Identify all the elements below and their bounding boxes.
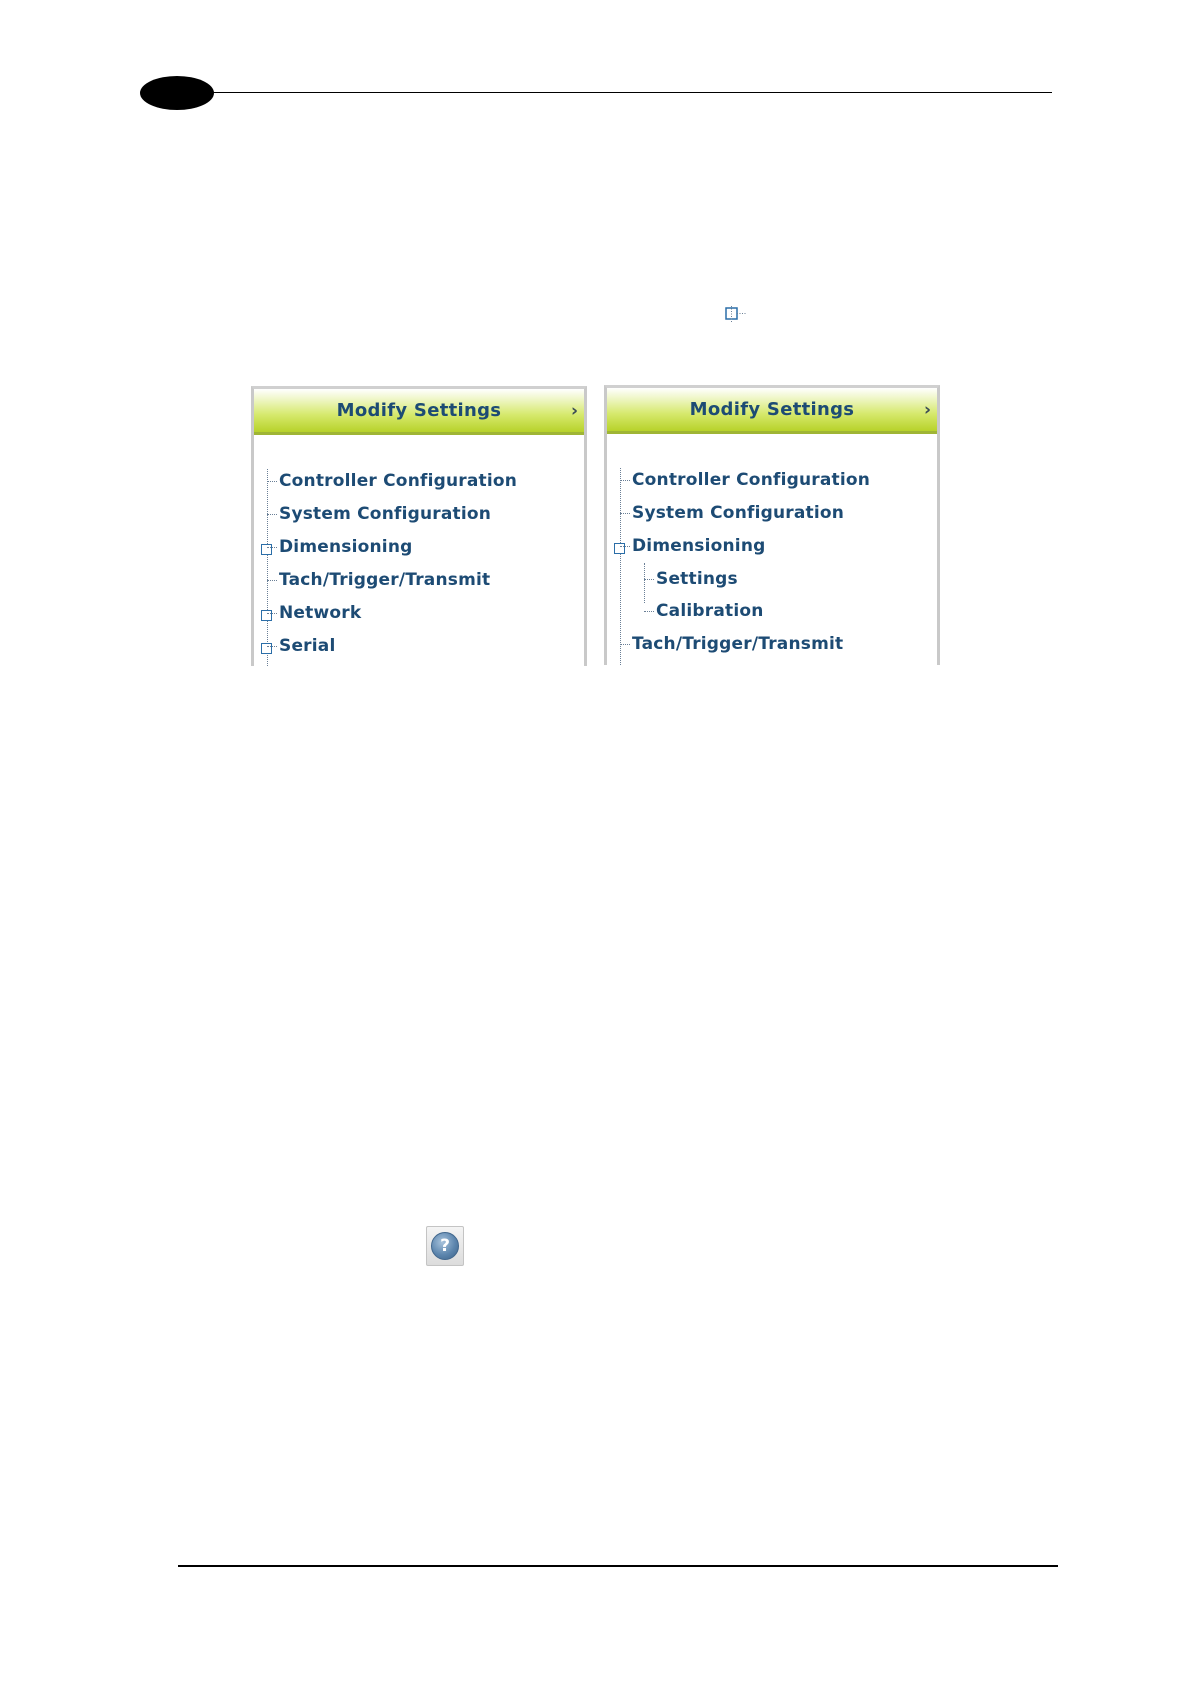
tree-item-label: Calibration (656, 601, 764, 621)
tree-item-dimensioning[interactable] (267, 535, 413, 559)
tree-item-label: System Configuration (279, 504, 492, 524)
tree-item-tach-trigger-transmit[interactable] (620, 632, 843, 656)
tree-item-controller-configuration[interactable] (267, 469, 517, 493)
tree-item-label: Tach/Trigger/Transmit (279, 570, 491, 590)
settings-tree (607, 434, 937, 665)
tree-item-network[interactable] (267, 601, 361, 625)
tree-item-calibration[interactable] (644, 599, 764, 623)
tree-item-label: Dimensioning (279, 537, 413, 557)
chevron-right-icon: › (570, 401, 578, 421)
modify-settings-header[interactable] (607, 388, 937, 434)
modify-settings-header[interactable] (254, 389, 584, 435)
tree-item-label: System Configuration (632, 503, 845, 523)
footer-rule (178, 1565, 1058, 1567)
chapter-tab-marker (140, 76, 214, 110)
help-button[interactable] (426, 1226, 464, 1266)
tree-item-label: Controller Configuration (279, 471, 518, 491)
tree-item-dimensioning[interactable] (620, 534, 766, 558)
tree-item-label: Tach/Trigger/Transmit (632, 634, 844, 654)
tree-item-controller-configuration[interactable] (620, 468, 870, 492)
tree-item-label: Controller Configuration (632, 470, 871, 490)
tree-item-label: Dimensioning (632, 536, 766, 556)
modify-settings-panel-expanded (604, 385, 940, 665)
panel-title: Modify Settings (336, 400, 502, 421)
chevron-right-icon: › (923, 400, 931, 420)
panel-title: Modify Settings (689, 399, 855, 420)
tree-item-label: Network (279, 603, 362, 623)
help-icon: ? (431, 1232, 459, 1260)
tree-item-label: Serial (279, 636, 336, 656)
tree-node-icon (725, 306, 747, 322)
header-rule (210, 92, 1052, 93)
tree-item-system-configuration[interactable] (267, 502, 491, 526)
tree-item-system-configuration[interactable] (620, 501, 844, 525)
tree-item-label: Settings (656, 569, 738, 589)
settings-tree (254, 435, 584, 666)
tree-item-tach-trigger-transmit[interactable] (267, 568, 490, 592)
tree-item-settings[interactable] (644, 567, 738, 591)
modify-settings-panel-collapsed (251, 386, 587, 666)
tree-item-serial[interactable] (267, 634, 335, 658)
